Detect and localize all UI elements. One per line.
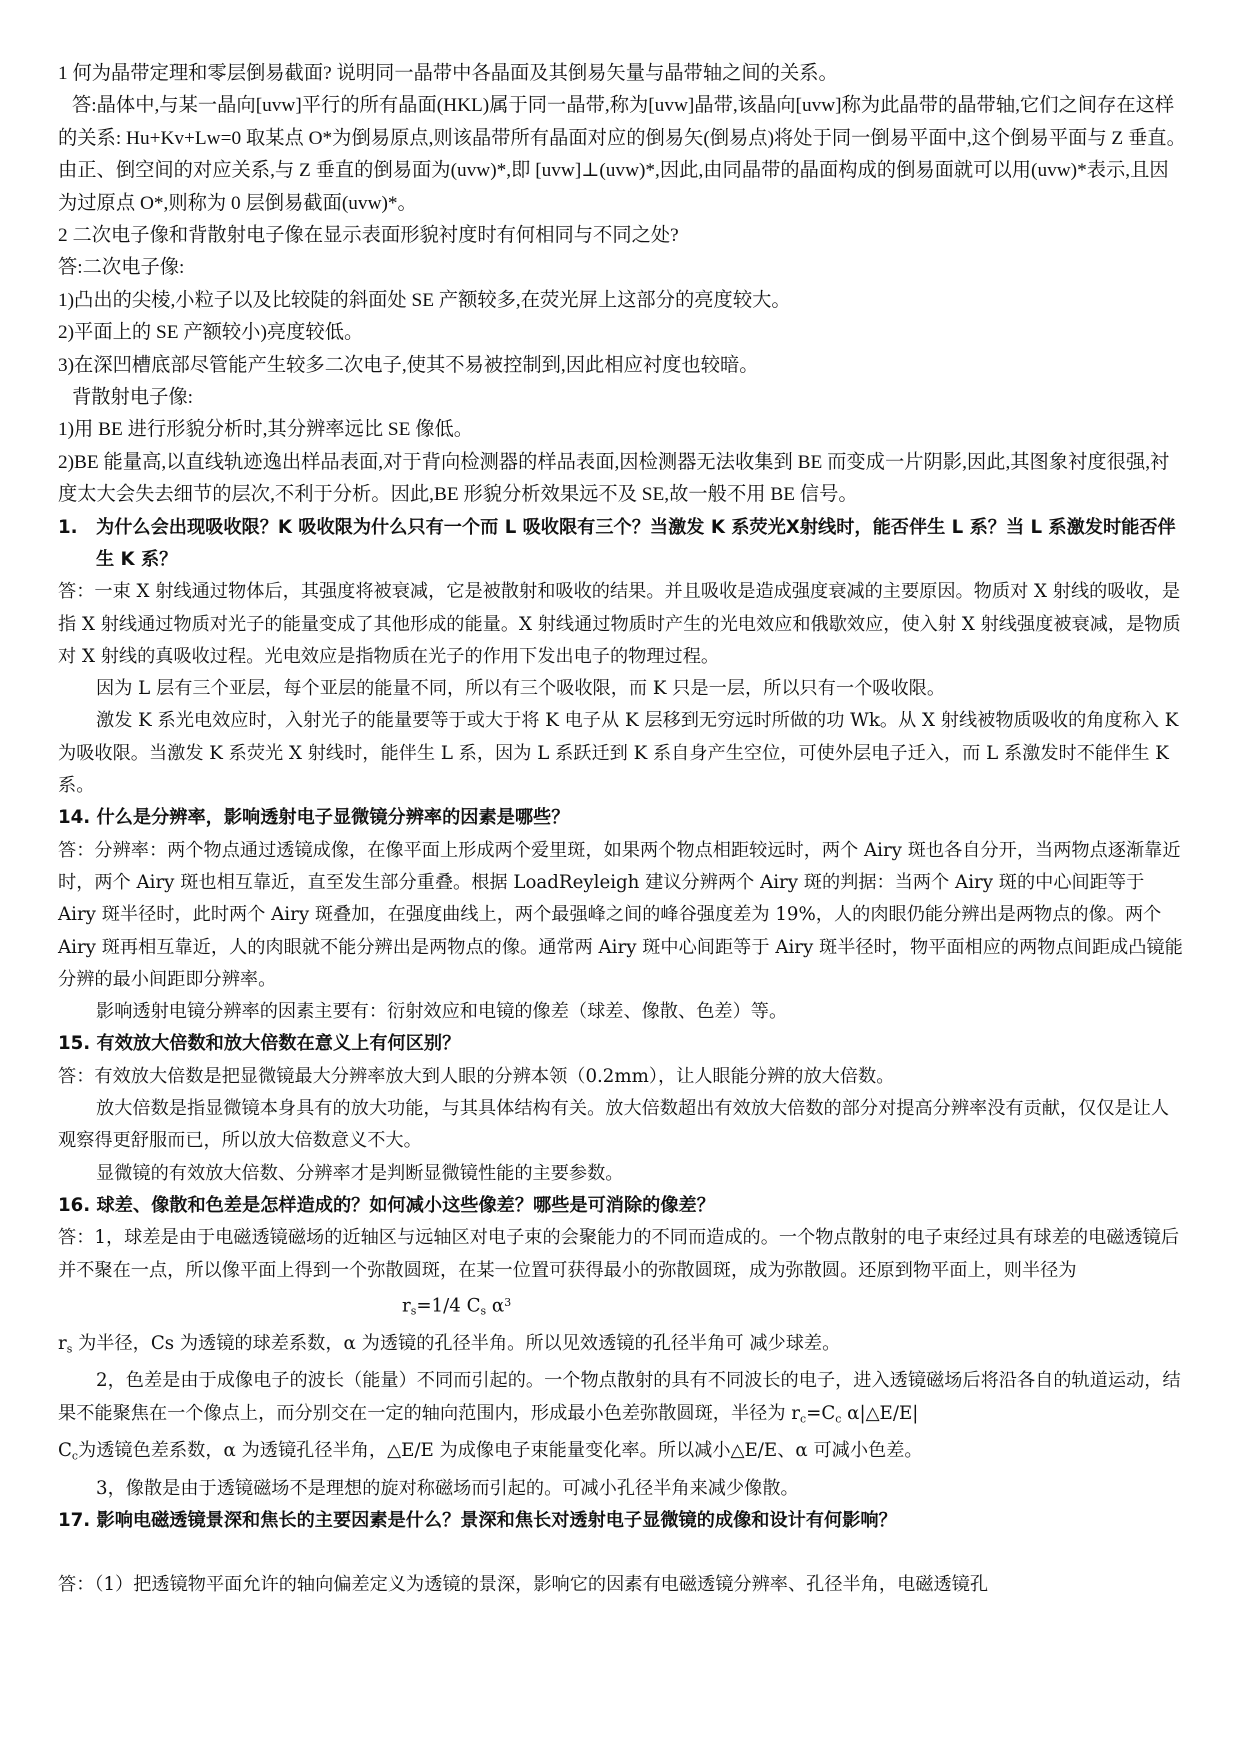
section-crystallography (58, 58, 1186, 512)
answer-2-item-3: 3)在深凹槽底部尽管能产生较多二次电子,使其不易被控制到,因此相应衬度也较暗。 (58, 354, 759, 376)
formula-symbol: α (486, 1295, 505, 1317)
question-absorption-edge (58, 512, 1186, 577)
question-absorption-edge-text: 为什么会出现吸收限？K 吸收限为什么只有一个而 L 吸收限有三个？当激发 K 系荧光Ⅹ射线时，能否伴生 L 系？当 L 系激发时能否伴生 K 系？ (96, 516, 1176, 570)
answer-14-p2: 影响透射电镜分辨率的因素主要有：衍射效应和电镜的像差（球差、像散、色差）等。 (96, 1001, 788, 1023)
answer-absorption-p1: 答：一束 X 射线通过物体后，其强度将被衰减，它是被散射和吸收的结果。并且吸收是造成强度衰减的主要原因。物质对 X 射线的吸收，是指 X 射线通过物质对光子的能量变成了其他形成的能量。X 射线通过物质时产生的光电效应和俄歇效应，使入射 X 射线强度被衰减，是物质对 X 射线的真吸收过程。光电效应是指物质在光子的作用下发出电子的物理过程。 (58, 581, 1181, 667)
answer-2-be-item-2: 2)BE 能量高,以直线轨迹逸出样品表面,对于背向检测器的样品表面,因检测器无法收集到 BE 而变成一片阴影,因此,其图象衬度很强,衬度太大会失去细节的层次,不利于分析。因此,BE 形貌分析效果远不及 SE,故一般不用 BE 信号。 (58, 451, 1170, 506)
question-2-text: 2 二次电子像和背散射电子像在显示表面形貌衬度时有何相同与不同之处? (58, 225, 679, 247)
answer-16-p3-text: 2，色差是由于成像电子的波长（能量）不同而引起的。一个物点散射的具有不同波长的电子，进入透镜磁场后将沿各自的轨道运动，结果不能聚焦在一个像点上，而分别交在一定的轴向范围内，形成最小色差弥散圆斑，半径为 r (58, 1370, 1181, 1424)
answer-16-p5: 3，像散是由于透镜磁场不是理想的旋对称磁场而引起的。可减小孔径半角来减少像散。 (96, 1477, 799, 1499)
answer-15-p1: 答：有效放大倍数是把显微镜最大分辨率放大到人眼的分辨本领（0.2mm），让人眼能分辨的放大倍数。 (58, 1065, 895, 1087)
question-15-text: 15. 有效放大倍数和放大倍数在意义上有何区别？ (58, 1033, 461, 1055)
formula-subscript: c (835, 1411, 842, 1425)
answer-2-heading: 答:二次电子像: (58, 257, 185, 279)
answer-17-p1: 答：（1）把透镜物平面允许的轴向偏差定义为透镜的景深，影响它的因素有电磁透镜分辨率、孔径半角，电磁透镜孔 (58, 1574, 989, 1596)
answer-15-p3: 显微镜的有效放大倍数、分辨率才是判断显微镜性能的主要参数。 (96, 1162, 624, 1184)
answer-16-p3 (58, 1365, 1186, 1435)
formula-subscript: c (799, 1411, 807, 1425)
formula-symbol: =C (806, 1402, 836, 1424)
formula-symbol: α|△E/E| (847, 1402, 919, 1424)
answer-16-p4 (58, 1435, 1186, 1473)
answer-16-p4-text: 为透镜色差系数，α 为透镜孔径半角，△E/E 为成像电子束能量变化率。所以减小△E/E、α 可减小色差。 (78, 1440, 923, 1462)
formula-symbol: r (402, 1295, 411, 1317)
formula-subscript: c (71, 1449, 79, 1463)
formula-subscript: s (480, 1304, 487, 1318)
answer-16-p2 (58, 1328, 1186, 1366)
section-microscopy (58, 512, 1186, 1602)
answer-2-be-heading: 背散射电子像: (72, 387, 194, 409)
answer-15-p2: 放大倍数是指显微镜本身具有的放大功能，与其具体结构有关。放大倍数超出有效放大倍数的部分对提高分辨率没有贡献，仅仅是让人观察得更舒服而已，所以放大倍数意义不大。 (58, 1098, 1170, 1152)
answer-16-p2-text: 为半径，Cs 为透镜的球差系数，α 为透镜的孔径半角。所以见效透镜的孔径半角可 减少球差。 (72, 1332, 841, 1354)
formula-symbol: =1/4 C (416, 1295, 481, 1317)
spherical-aberration-formula (58, 1287, 1186, 1328)
formula-symbol: r (58, 1332, 67, 1354)
answer-2-be-item-1: 1)用 BE 进行形貌分析时,其分辨率远比 SE 像低。 (58, 419, 474, 441)
formula-subscript: s (410, 1304, 417, 1318)
answer-1-text: 答:晶体中,与某一晶向[uvw]平行的所有晶面(HKL)属于同一晶带,称为[uvw]晶带,该晶向[uvw]称为此晶带的晶带轴,它们之间存在这样的关系: Hu+Kv+Lw=0 取某点 O*为倒易原点,则该晶带所有晶面对应的倒易矢(倒易点)将处于同一倒易平面中,这个倒易平面与 Z 垂直。由正、倒空间的对应关系,与 Z 垂直的倒易面为(uvw)*,即 [uvw]⊥(uvw)*,因此,由同晶带的晶面构成的倒易面就可以用(uvw)*表示,且因为过原点 O*,则称为 0 层倒易截面(uvw)*。 (58, 95, 1186, 214)
question-14-text: 14. 什么是分辨率，影响透射电子显微镜分辨率的因素是哪些？ (58, 807, 570, 829)
document-page (58, 58, 1186, 1602)
answer-absorption-p3: 激发 K 系光电效应时，入射光子的能量要等于或大于将 K 电子从 K 层移到无穷远时所做的功 Wk。从 X 射线被物质吸收的角度称入 K 为吸收限。当激发 K 系荧光 X 射线时，能伴生 L 系，因为 L 系跃迁到 K 系自身产生空位，可使外层电子迁入，而 L 系激发时不能伴生 K 系。 (58, 710, 1179, 797)
question-17-text: 17. 影响电磁透镜景深和焦长的主要因素是什么？景深和焦长对透射电子显微镜的成像和设计有何影响？ (58, 1510, 897, 1532)
formula-exponent: 3 (504, 1295, 512, 1309)
question-number: 1. (58, 516, 78, 538)
formula-symbol: C (58, 1440, 72, 1462)
blank-line (58, 1537, 1186, 1569)
answer-16-p1: 答：1，球差是由于电磁透镜磁场的近轴区与远轴区对电子束的会聚能力的不同而造成的。一个物点散射的电子束经过具有球差的电磁透镜后并不聚在一点，所以像平面上得到一个弥散圆斑，在某一位置可获得最小的弥散圆斑，成为弥散圆。还原到物平面上，则半径为 (58, 1227, 1180, 1281)
answer-absorption-p2: 因为 L 层有三个亚层，每个亚层的能量不同，所以有三个吸收限，而 K 只是一层，所以只有一个吸收限。 (96, 678, 946, 700)
formula-subscript: s (66, 1342, 73, 1356)
answer-14-p1: 答：分辨率：两个物点通过透镜成像，在像平面上形成两个爱里斑，如果两个物点相距较远时，两个 Airy 斑也各自分开，当两物点逐渐靠近时，两个 Airy 斑也相互靠近，直至发生部分重叠。根据 LoadReyleigh 建议分辨两个 Airy 斑的判据：当两个 Airy 斑的中心间距等于 Airy 斑半径时，此时两个 Airy 斑叠加，在强度曲线上，两个最强峰之间的峰谷强度差为 19%，人的肉眼仍能分辨出是两物点的像。两个 Airy 斑再相互靠近，人的肉眼就不能分辨出是两物点的像。通常两 Airy 斑中心间距等于 Airy 斑半径时，物平面相应的两物点间距成凸镜能分辨的最小间距即分辨率。 (58, 839, 1183, 990)
question-1-text: 1 何为晶带定理和零层倒易截面? 说明同一晶带中各晶面及其倒易矢量与晶带轴之间的关系。 (58, 63, 838, 84)
question-16-text: 16. 球差、像散和色差是怎样造成的？如何减小这些像差？哪些是可消除的像差？ (58, 1194, 715, 1216)
answer-2-item-1: 1)凸出的尖棱,小粒子以及比较陡的斜面处 SE 产额较多,在荧光屏上这部分的亮度较大。 (58, 289, 791, 311)
answer-2-item-2: 2)平面上的 SE 产额较小)亮度较低。 (58, 322, 364, 344)
